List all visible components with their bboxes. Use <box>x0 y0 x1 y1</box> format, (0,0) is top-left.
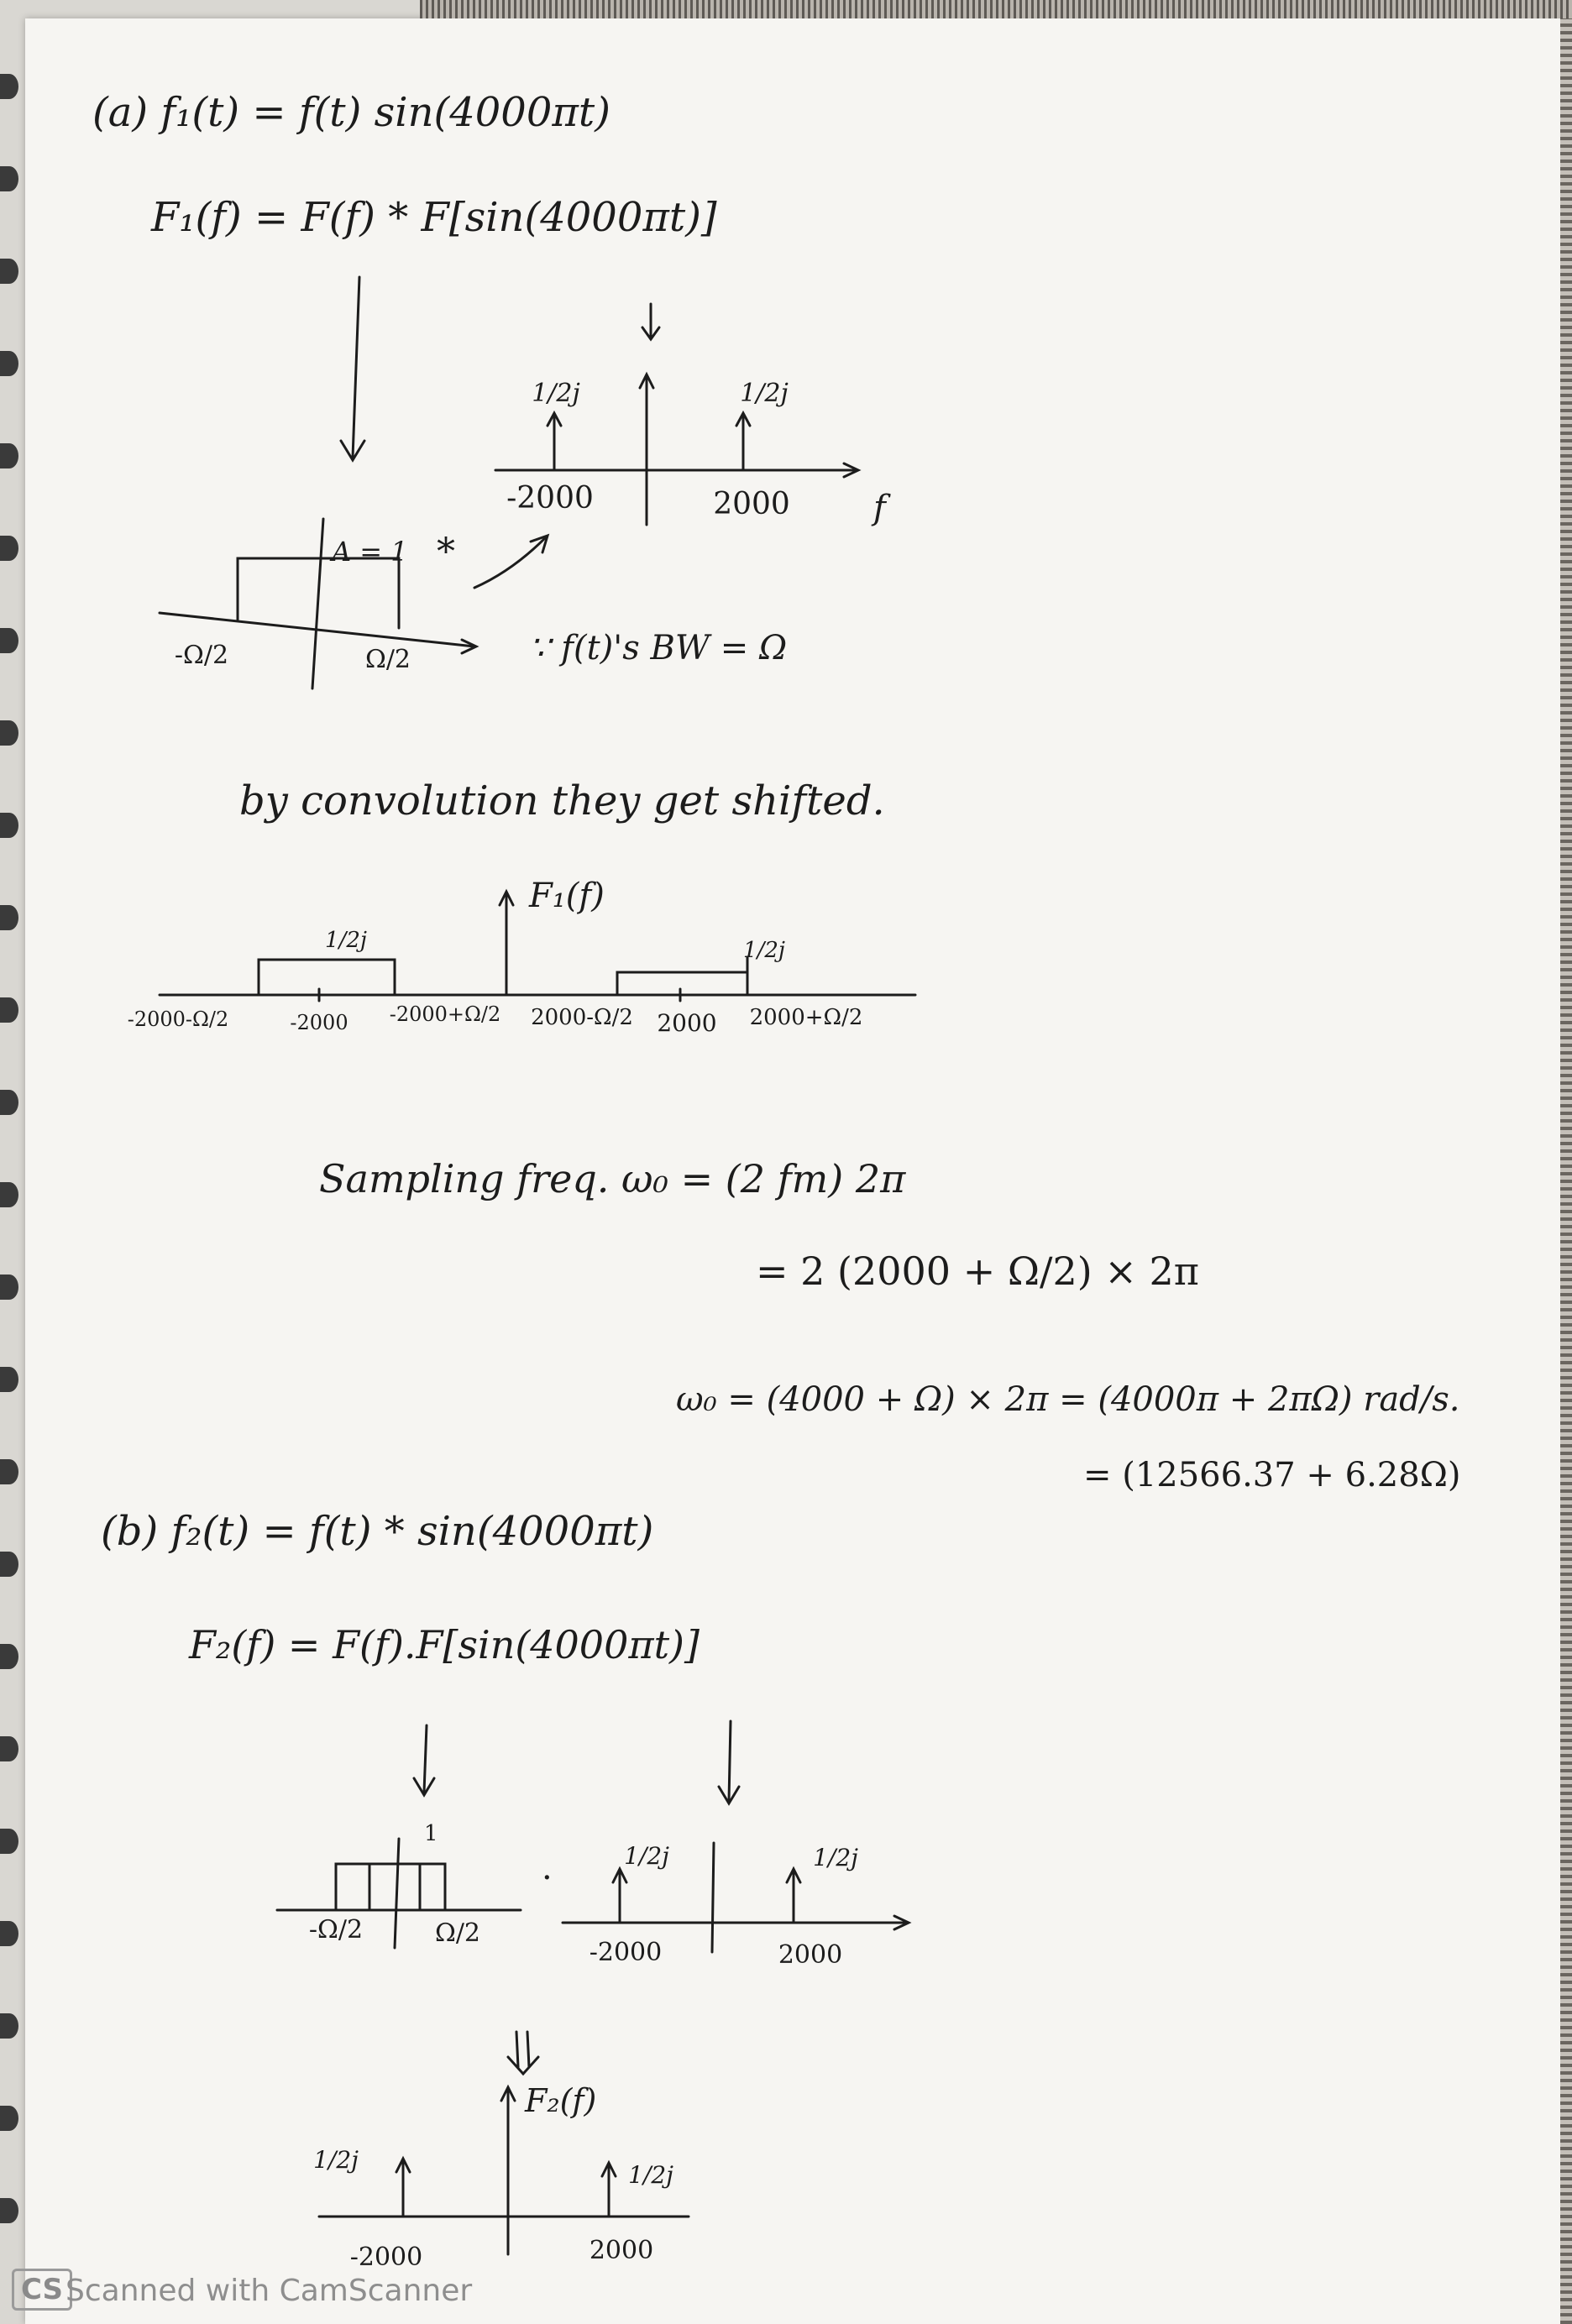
impulse-weight-label: 1/2j <box>532 379 580 408</box>
part-b-equation-2: F₂(f) = F(f).F[sin(4000πt)] <box>189 1622 700 1667</box>
impulse-weight-label: 1/2j <box>325 928 367 953</box>
impulse-weight-label: 1/2j <box>313 2146 359 2174</box>
tick-label: 2000-Ω/2 <box>531 1005 633 1030</box>
F1-label: F₁(f) <box>529 877 605 915</box>
convolution-note: by convolution they get shifted. <box>239 777 885 824</box>
part-a-equation-2: F₁(f) = F(f) * F[sin(4000πt)] <box>151 194 717 241</box>
tick-label: -2000-Ω/2 <box>127 1008 229 1031</box>
down-arrow-b-right <box>719 1721 739 1803</box>
bw-left-label: -Ω/2 <box>174 641 229 670</box>
part-a-equation-1: (a) f₁(t) = f(t) sin(4000πt) <box>92 89 610 136</box>
rect-height-label: 1 <box>424 1821 438 1846</box>
sampling-line-1: Sampling freq. ω₀ = (2 fm) 2π <box>319 1156 906 1201</box>
tick-label: -2000 <box>589 1938 663 1967</box>
sampling-line-3: ω₀ = (4000 + Ω) × 2π = (4000π + 2πΩ) rad/s. <box>676 1380 1460 1419</box>
tick-label: -2000+Ω/2 <box>389 1002 501 1026</box>
sampling-line-4: = (12566.37 + 6.28Ω) <box>1083 1456 1461 1494</box>
down-arrow-left <box>341 277 364 460</box>
impulse-weight-label: 1/2j <box>743 938 785 963</box>
down-arrow-right <box>642 304 659 339</box>
implies-arrow <box>508 2032 538 2074</box>
tick-label: 2000 <box>657 1009 717 1037</box>
camscanner-logo: CS <box>12 2269 72 2311</box>
bandwidth-note: ∵ f(t)'s BW = Ω <box>529 629 788 667</box>
down-arrow-b-left <box>414 1725 434 1795</box>
bw-right-label: Ω/2 <box>434 1918 481 1948</box>
tick-label: 2000 <box>713 487 790 521</box>
curved-arrow <box>474 536 548 588</box>
part-b-equation-1: (b) f₂(t) = f(t) * sin(4000πt) <box>101 1508 654 1555</box>
camscanner-watermark <box>12 2265 473 2309</box>
tick-label: -2000 <box>349 2243 423 2272</box>
impulse-weight-label: 1/2j <box>628 2161 673 2189</box>
multiply-dot: · <box>542 1859 553 1897</box>
bw-right-label: Ω/2 <box>364 645 411 674</box>
F2-label: F₂(f) <box>525 2082 597 2119</box>
impulse-weight-label: 1/2j <box>813 1844 858 1871</box>
bw-left-label: -Ω/2 <box>308 1915 364 1945</box>
camscanner-text: Scanned with CamScanner <box>66 2274 473 2308</box>
tick-label: 2000 <box>589 2236 654 2265</box>
tick-label: 2000+Ω/2 <box>749 1005 863 1030</box>
sampling-line-2: = 2 (2000 + Ω/2) × 2π <box>756 1248 1199 1294</box>
tick-label: 2000 <box>778 1940 843 1970</box>
tick-label: -2000 <box>506 481 594 516</box>
tick-label: -2000 <box>290 1011 348 1034</box>
impulse-weight-label: 1/2j <box>624 1842 669 1870</box>
f-axis-label: f <box>873 489 886 527</box>
rect-amplitude-label: A = 1 <box>332 536 408 568</box>
convolution-star: * <box>437 531 455 573</box>
impulse-weight-label: 1/2j <box>740 379 789 408</box>
